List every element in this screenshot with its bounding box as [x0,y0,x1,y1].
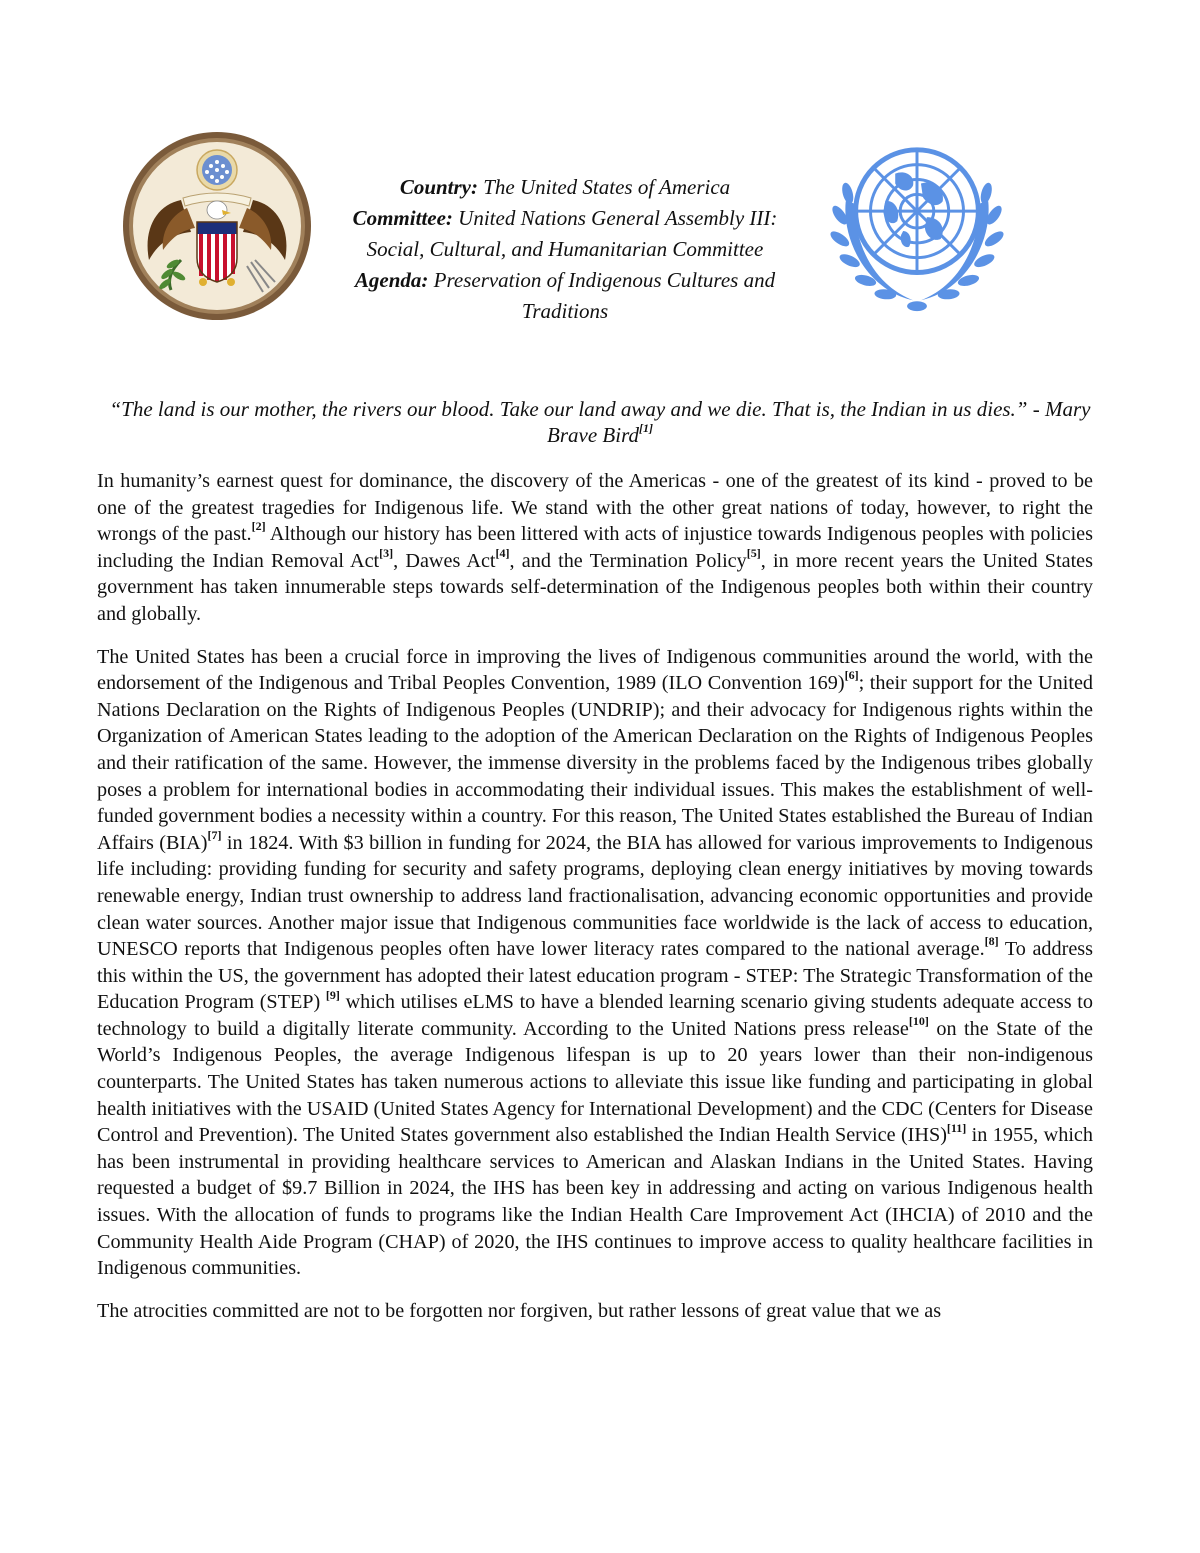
committee-label: Committee: [352,206,453,230]
agenda-value: Preservation of Indigenous Cultures and [433,268,776,292]
footnote-ref[interactable]: [9] [325,987,340,1002]
paragraph-us-actions [97,644,1093,1282]
footnote-ref[interactable]: [7] [207,827,222,842]
quote-text: “The land is our mother, the rivers our blood. Take our land away and we die. That is, the Indian in us dies.” - Mary Brave Bird [109,397,1091,447]
country-line [320,172,810,203]
paragraph-text: ; their support for the United Nations Declaration on the Rights of Indigenous Peoples (UNDRIP); and their advocacy for Indigenous rights within the Organization of American States leading to the adoption of the American Declaration on the Rights of Indigenous Peoples and their ratification of the same. However, the immense diversity in the problems faced by the Indigenous tribes globally poses a problem for international bodies in accommodating their individual issues. This makes the establishment of well-funded government bodies a necessity within a country. For this reason, The United States established the Bureau of Indian Affairs (BIA) [97,672,1093,854]
footnote-ref[interactable]: [10] [908,1014,929,1029]
paragraph-text: To address this within the US, the government has adopted their latest education program - STEP: The Strategic Transformation of the Education Program (STEP) [97,938,1093,1014]
paragraph-text: In humanity’s earnest quest for dominance, the discovery of the Americas - one of the greatest of its kind - proved to be one of the greatest tragedies for Indigenous life. We stand with the other great nations of today, however, to right the wrongs of the past. [97,470,1093,546]
footnote-ref[interactable]: [3] [379,546,394,561]
opening-quote [97,396,1103,448]
footnote-ref[interactable]: [2] [251,519,266,534]
paragraph-text: on the State of the World’s Indigenous Peoples, the average Indigenous lifespan is up to 20 years lower than their non-indigenous counterparts. The United States has taken numerous actions to alleviate this issue like funding and participating in global health initiatives with the USAID (United States Agency for International Development) and the CDC (Centers for Disease Control and Prevention). The United States government also established the Indian Health Service (IHS) [97,1017,1093,1147]
country-value: The United States of America [483,175,731,199]
paragraph-conclusion-start [97,1298,1093,1325]
country-label: Country: [399,175,478,199]
document-header [0,120,1200,340]
agenda-value-continued: Traditions [521,299,609,323]
paragraph-text: Although our history has been littered with acts of injustice towards Indigenous peoples with policies including the Indian Removal Act [97,523,1093,572]
position-paper-body [97,468,1093,1340]
paragraph-text: in 1824. With $3 billion in funding for 2024, the BIA has allowed for various improvements to Indigenous life including: providing funding for security and safety programs, deploying clean energy initiatives by moving towards renewable energy, Indian trust ownership to address land fractionalisation, advancing economic opportunities and provide clean water sources. Another major issue that Indigenous communities face worldwide is the lack of access to education, UNESCO reports that Indigenous peoples often have lower literacy rates compared to the national average. [97,831,1093,961]
committee-value-continued: Social, Cultural, and Humanitarian Committee [366,237,764,261]
paragraph-text: , in more recent years the United States government has taken innumerable steps towards self-determination of the Indigenous peoples both within their country and globally. [97,549,1093,625]
footnote-ref[interactable]: [8] [984,934,999,949]
paragraph-text: The atrocities committed are not to be forgotten nor forgiven, but rather lessons of great value that we as [97,1299,942,1322]
paragraph-introduction [97,468,1093,628]
paragraph-text: in 1955, which has been instrumental in providing healthcare services to American and Alaskan Indians in the United States. Having requested a budget of $9.7 Billion in 2024, the IHS has been key in addressing and acting on various Indigenous health issues. With the allocation of funds to programs like the Indian Health Care Improvement Act (IHCIA) of 2010 and the Community Health Aide Program (CHAP) of 2020, the IHS continues to improve access to quality healthcare facilities in Indigenous communities. [97,1124,1093,1280]
footnote-ref[interactable]: [11] [946,1120,967,1135]
footnote-ref[interactable]: [6] [844,668,859,683]
paragraph-text: , Dawes Act [393,549,496,572]
paragraph-text: , and the Termination Policy [509,549,747,572]
committee-value: United Nations General Assembly III: [458,206,778,230]
agenda-label: Agenda: [354,268,429,292]
great-seal-of-the-united-states-icon [121,130,313,322]
footnote-ref[interactable]: [5] [746,546,761,561]
agenda-line [320,265,810,296]
footnote-ref[interactable]: [1] [638,421,653,435]
paragraph-text: which utilises eLMS to have a blended learning scenario giving students adequate access to technology to build a digitally literate community. According to the United Nations press release [97,991,1094,1040]
footnote-ref[interactable]: [4] [495,546,510,561]
committee-line [320,203,810,234]
header-info-block [320,172,810,327]
paragraph-text: The United States has been a crucial force in improving the lives of Indigenous communities around the world, with the endorsement of the Indigenous and Tribal Peoples Convention, 1989 (ILO Convention 169) [97,645,1093,695]
committee-line-2 [320,234,810,265]
united-nations-emblem-icon [818,132,1016,322]
agenda-line-2 [320,296,810,327]
